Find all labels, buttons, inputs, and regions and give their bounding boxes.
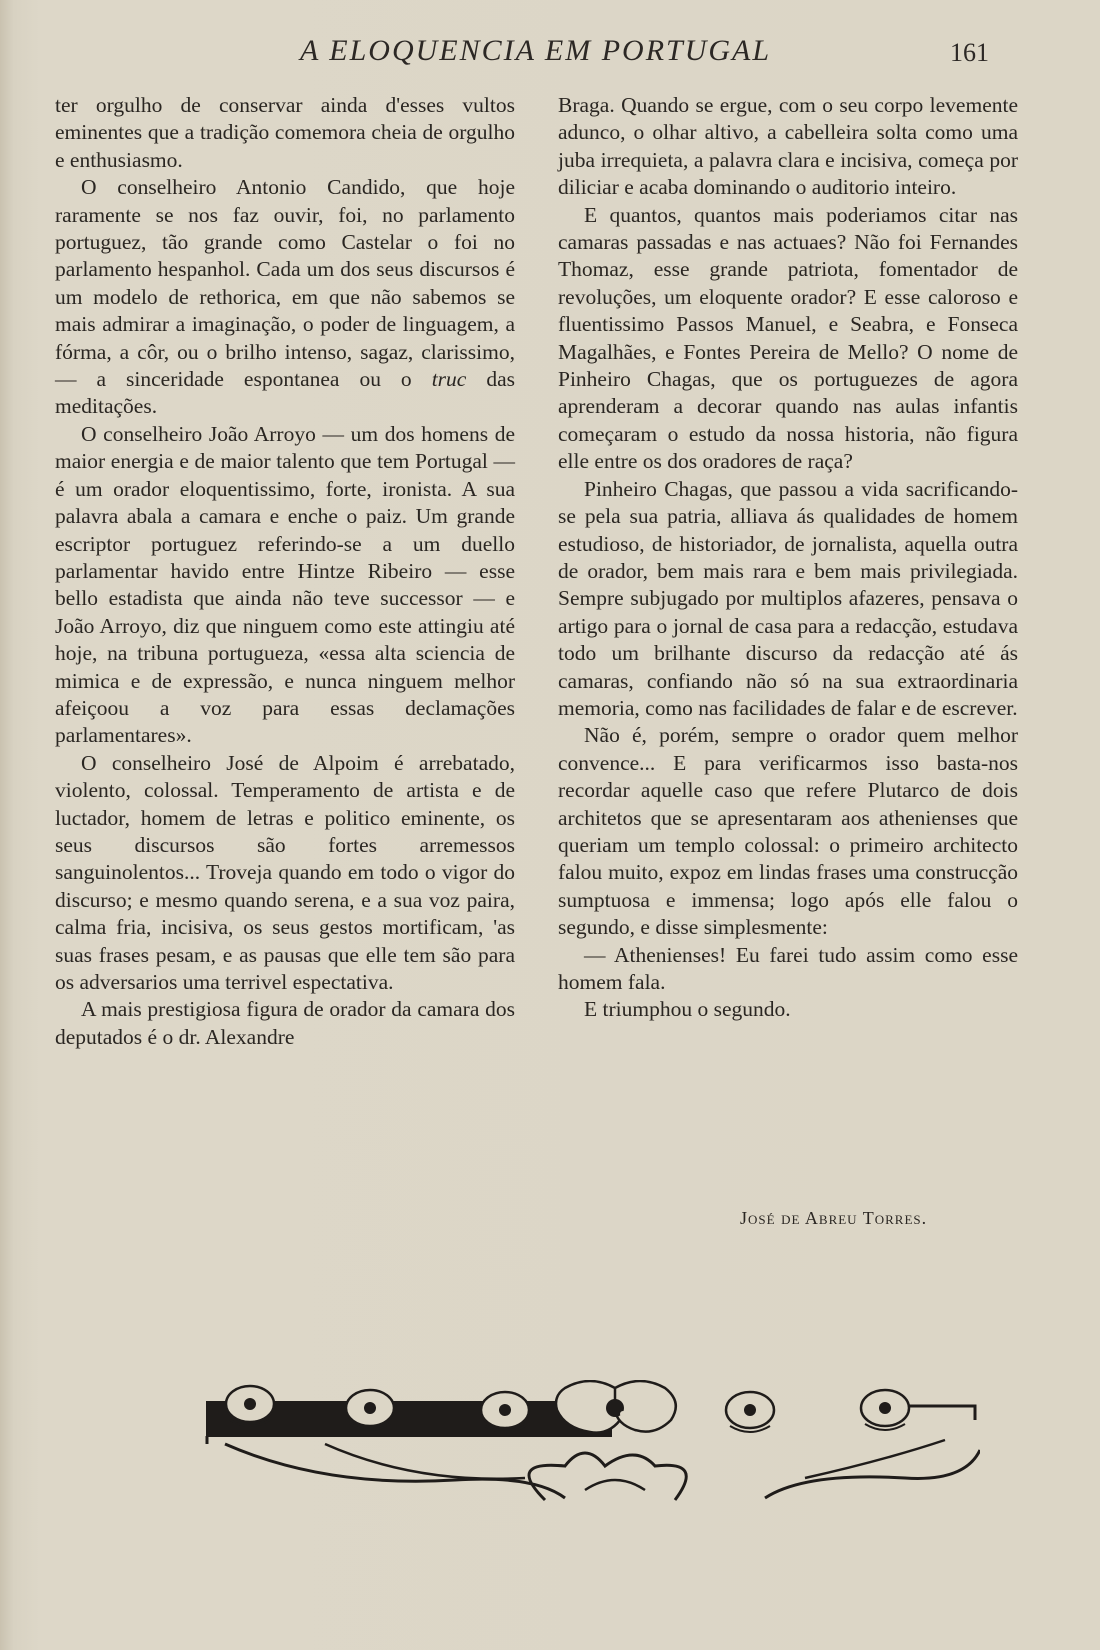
left-column xyxy=(55,92,515,1051)
running-title: A ELOQUENCIA EM PORTUGAL xyxy=(300,34,772,67)
author-signature: José de Abreu Torres. xyxy=(740,1208,928,1228)
paragraph: Pinheiro Chagas, que passou a vida sacrificando-se pela sua patria, alliava ás qualidades de homem estudioso, de historiador, de jornalista, aquella outra de orador, bem mais rara e bem mais privilegiada. Sempre subjugado por multiplos afazeres, pensava o artigo para o jornal de casa para a redacção, estudava todo um brilhante discurso da redacção até ás camaras, confiando não só na sua extraordinaria memoria, como nas facilidades de falar e de escrever. xyxy=(558,476,1018,720)
running-header xyxy=(0,30,1100,74)
italic-word: truc xyxy=(431,367,467,392)
paragraph xyxy=(55,174,515,421)
paragraph-text: das meditações. xyxy=(55,367,515,419)
paragraph: — Athenienses! Eu farei tudo assim como esse homem fala. xyxy=(558,942,1018,994)
floral-ornament-icon xyxy=(205,1380,980,1505)
right-column xyxy=(558,92,1018,1024)
paragraph: E triumphou o segundo. xyxy=(584,997,791,1022)
paragraph: ter orgulho de conservar ainda d'esses vultos eminentes que a tradição comemora cheia de orgulho e enthusiasmo. xyxy=(55,93,515,172)
paragraph: Braga. Quando se ergue, com o seu corpo levemente adunco, o olhar altivo, a cabelleira solta como uma juba irrequieta, a palavra clara e incisiva, começa por diliciar e acaba dominando o auditorio inteiro. xyxy=(558,93,1018,200)
paragraph-text: O conselheiro Antonio Candido, que hoje raramente se nos faz ouvir, foi, no parlamento portuguez, tão grande como Castelar o foi no parlamento hespanhol. Cada um dos seus discursos é um modelo de rethorica, em que não sabemos se mais admirar a imaginação, o poder de linguagem, a fórma, a côr, ou o brilho intenso, sagaz, clarissimo, — a sinceridade espontanea ou o xyxy=(55,175,515,392)
paragraph: E quantos, quantos mais poderiamos citar nas camaras passadas e nas actuaes? Não foi Fernandes Thomaz, esse grande patriota, fomentador de revoluções, um eloquente orador? E esse caloroso e fluentissimo Passos Manuel, e Seabra, e Fonseca Magalhães, e Fontes Pereira de Mello? O nome de Pinheiro Chagas, que os portuguezes de agora aprenderam a decorar quando nas aulas infantis começaram o estudo da nossa historia, não figura elle entre os dos oradores de raça? xyxy=(558,202,1018,474)
paragraph: O conselheiro José de Alpoim é arrebatado, violento, colossal. Temperamento de artista e de luctador, homem de letras e politico eminente, os seus discursos são fortes arremessos sanguinolentos... Troveja quando em todo o vigor do discurso; e mesmo quando serena, e a sua voz paira, calma fria, incisiva, os seus gestos mortificam, 'as suas frases pesam, e as pausas que elle tem são para os adversarios uma terrivel espectativa. xyxy=(55,750,515,994)
paragraph: A mais prestigiosa figura de orador da camara dos deputados é o dr. Alexandre xyxy=(55,997,515,1049)
paragraph: Não é, porém, sempre o orador quem melhor convence... E para verificarmos isso basta-nos recordar aquelle caso que refere Plutarco de dois architetos que se apresentaram aos athenienses que queriam um templo colossal: o primeiro architecto falou muito, expoz em lindas frases uma construcção sumptuosa e immensa; logo após elle falou o segundo, e disse simplesmente: xyxy=(558,723,1018,940)
paragraph: O conselheiro João Arroyo — um dos homens de maior energia e de maior talento que tem Portugal — é um orador eloquentissimo, forte, ironista. A sua palavra abala a camara e enche o paiz. Um grande escriptor portuguez referindo-se a um duello parlamentar havido entre Hintze Ribeiro — esse bello estadista que ainda não teve successor — e João Arroyo, diz que ninguem como este attingiu até hoje, na tribuna portugueza, «essa alta sciencia de mimica e de expressão, e nunca ninguem melhor afeiçoou a voz para essas declamações parlamentares». xyxy=(55,421,515,748)
page-number: 161 xyxy=(950,38,989,67)
